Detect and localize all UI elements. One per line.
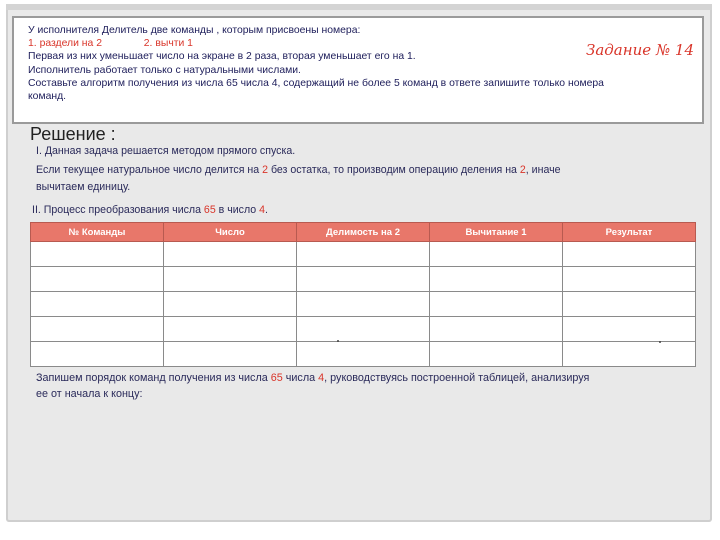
para2-text: без остатка, то производим операцию деления на [268,164,520,176]
task-line: У исполнителя Делитель две команды , которым присвоены номера: [28,25,361,36]
table-cell[interactable] [164,292,297,317]
solution-paragraph-3 [32,202,268,219]
footer-text: числа [282,372,319,384]
table-cell[interactable] [563,292,696,317]
col-header-result: Результат [563,223,696,242]
para2-text: вычитаем единицу. [36,181,131,193]
table-cell[interactable] [297,292,430,317]
footer-num: 4 [318,372,325,384]
footer-text: ее от начала к концу: [36,388,143,400]
table-cell[interactable] [563,342,696,367]
table-cell[interactable] [430,292,563,317]
task-text [28,24,604,103]
para2-text: Если текущее натуральное число делится на [36,164,263,176]
table-cell[interactable] [164,267,297,292]
footer-text: , руководствуясь построенной таблицей, анализируя [324,372,590,384]
table-cell[interactable] [563,317,696,342]
para2-num: 2 [262,164,268,176]
table-cell[interactable] [297,267,430,292]
table-cell[interactable] [164,317,297,342]
table-row [31,342,696,367]
footer-num: 65 [270,372,283,384]
para3-text: . [265,204,268,216]
table-cell[interactable] [31,292,164,317]
para3-num: 65 [203,204,216,216]
solution-paragraph-1: I. Данная задача решается методом прямого спуска. [36,145,296,157]
para2-num: 2 [519,164,526,176]
para3-text: II. Процесс преобразования числа [32,204,204,216]
col-header-command-number: № Команды [31,223,164,242]
table-cell[interactable] [563,267,696,292]
task-line: Первая из них уменьшает число на экране в 2 раза, вторая уменьшает его на 1. [28,51,416,63]
col-header-number: Число [164,223,297,242]
table-cell[interactable] [430,317,563,342]
conversion-table [30,222,696,367]
table-cell[interactable] [297,317,430,342]
cmd1-label: раздели на 2 [39,38,102,50]
table-row [31,317,696,342]
table-cell[interactable] [164,342,297,367]
cmd2-label: вычти 1 [155,38,193,50]
table-cell[interactable] [31,267,164,292]
table-row [31,267,696,292]
task-line: команд. [28,91,67,103]
table-cell[interactable] [164,242,297,267]
footer-paragraph [36,370,696,402]
footer-text: Запишем порядок команд получения из числа [36,372,271,384]
stray-mark [337,340,339,342]
cmd1-number: 1. [28,38,37,50]
task-line: Исполнитель работает только с натуральными числами. [28,64,301,76]
table-cell[interactable] [31,242,164,267]
task-line: Составьте алгоритм получения из числа 65 числа 4, содержащий не более 5 команд в ответе запишите только номера [28,77,604,89]
table-row [31,292,696,317]
table-cell[interactable] [297,342,430,367]
table-cell[interactable] [31,317,164,342]
para2-text: , иначе [525,164,561,176]
table-header-row [31,223,696,242]
col-header-divisibility: Делимость на 2 [297,223,430,242]
table-row [31,242,696,267]
task-number-title: Задание № 14 [586,41,694,59]
table-cell[interactable] [430,267,563,292]
solution-heading: Решение : [30,124,116,144]
task-statement-box [12,16,704,124]
stray-mark [659,341,661,343]
para3-text: в число [215,204,260,216]
frame-top-edge [6,4,712,10]
cmd2-number: 2. [143,38,153,50]
table-cell[interactable] [430,342,563,367]
table-cell[interactable] [31,342,164,367]
task-commands-line [28,37,568,50]
table-cell[interactable] [430,242,563,267]
table-cell[interactable] [297,242,430,267]
table-cell[interactable] [563,242,696,267]
col-header-subtraction: Вычитание 1 [430,223,563,242]
solution-paragraph-2 [36,162,696,196]
para3-num: 4 [259,204,266,216]
